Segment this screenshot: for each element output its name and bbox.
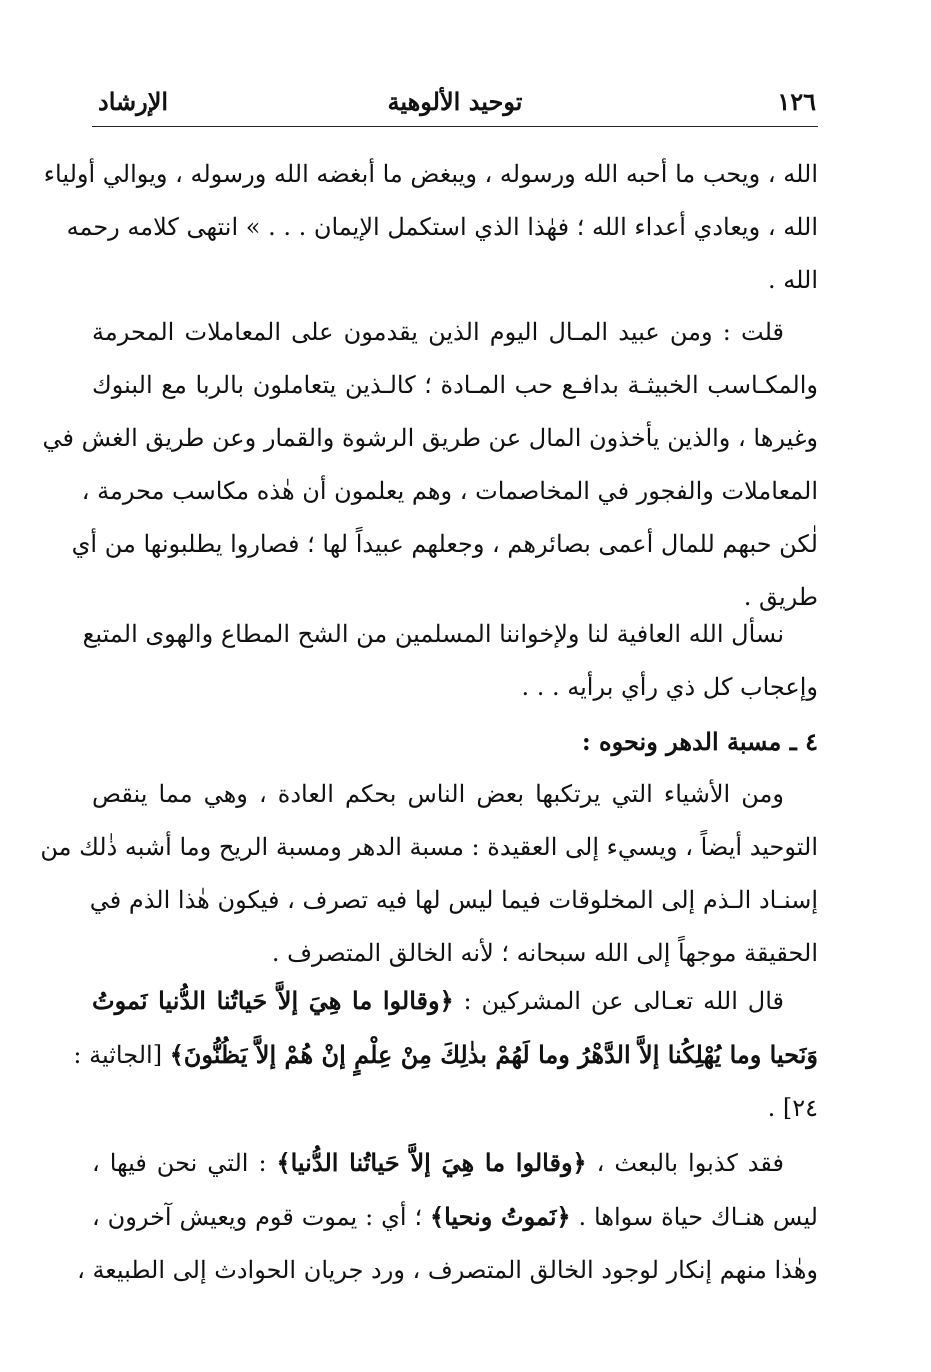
text-line: نسأل الله العافية لنا ولإخواننا المسلمين من الشح المطاع والهوى المتبع (82, 620, 784, 648)
quran-verse: ﴿وقالوا ما هِيَ إلاَّ حَياتُنا الدُّنيا نَموتُ (92, 986, 454, 1015)
text-line (73, 1028, 818, 1082)
text-line: إسنـاد الـذم إلى المخلوقات فيما ليس لها فيه تصرف ، فيكون هٰذا الذم في (89, 886, 818, 914)
book-title: الإرشاد (98, 87, 169, 116)
text-span: : التي نحن فيها ، (92, 1149, 267, 1177)
text-line: طريق . (743, 583, 818, 611)
section-heading: ٤ ـ مسبة الدهر ونحوه : (581, 727, 818, 756)
text-line: المعاملات والفجور في المخاصمات ، وهم يعلمون أن هٰذه مكاسب محرمة ، (81, 477, 818, 505)
quran-verse: ﴿نَموتُ ونحيا﴾ (430, 1202, 571, 1231)
quran-verse: وَنَحيا وما يُهْلِكُنا إلاَّ الدَّهْرُ وما لَهُمْ بذٰلِكَ مِنْ عِلْمٍ إنْ هُمْ إلاَّ يَظُنُّونَ﴾ (169, 1040, 818, 1069)
verse-reference: [الجاثية : (73, 1041, 163, 1069)
text-line: الله ، ويعادي أعداء الله ؛ فهٰذا الذي استكمل الإيمان . . . » انتهى كلامه رحمه (66, 213, 818, 241)
text-line (92, 974, 818, 1028)
text-line (92, 1190, 818, 1244)
text-span: قال الله تعـالى عن المشركين : (463, 987, 784, 1015)
page-header (92, 82, 818, 122)
paragraph-6 (77, 1136, 818, 1297)
paragraph-2 (42, 306, 818, 624)
text-line: ومن الأشياء التي يرتكبها بعض الناس بحكم العادة ، وهي مما ينقص (92, 780, 784, 808)
text-span: فقد كذبوا بالبعث ، (596, 1149, 785, 1177)
paragraph-1 (43, 148, 818, 307)
text-span: ؛ أي : يموت قوم ويعيش آخرون ، (92, 1203, 423, 1231)
text-line: الله ، ويحب ما أحبه الله ورسوله ، ويبغض ما أبغضه الله ورسوله ، ويوالي أولياء (43, 160, 818, 188)
paragraph-3 (82, 608, 818, 714)
text-line: وغيرها ، والذين يأخذون المال عن طريق الرشوة والقمار وعن طريق الغش في (42, 424, 818, 452)
running-title: توحيد الألوهية (387, 87, 523, 116)
text-line: لٰكن حبهم للمال أعمى بصائرهم ، وجعلهم عبيداً لها ؛ فصاروا يطلبونها من أي (71, 530, 818, 558)
header-rule (92, 126, 818, 127)
book-page (40, 82, 818, 1284)
paragraph-4 (40, 768, 818, 980)
text-line: قلت : ومن عبيد المـال اليوم الذين يقدمون على المعاملات المحرمة (92, 318, 784, 346)
text-line: والمكـاسب الخبيثـة بدافـع حب المـادة ؛ كالـذين يتعاملون بالربا مع البنوك (92, 371, 818, 399)
text-span: ليس هنـاك حياة سواها . (578, 1203, 818, 1231)
page-number: ١٢٦ (777, 87, 816, 116)
text-line (92, 1136, 818, 1190)
text-line: الله . (767, 266, 818, 294)
text-line: التوحيد أيضاً ، ويسيء إلى العقيدة : مسبة الدهر ومسبة الريح وما أشبه ذٰلك من (40, 833, 818, 861)
text-line: وهٰذا منهم إنكار لوجود الخالق المتصرف ، ورد جريان الحوادث إلى الطبيعة ، (77, 1256, 818, 1284)
quran-verse: ﴿وقالوا ما هِيَ إلاَّ حَياتُنا الدُّنيا﴾ (276, 1148, 587, 1177)
text-line: الحقيقة موجهاً إلى الله سبحانه ؛ لأنه الخالق المتصرف . (271, 939, 818, 967)
paragraph-5 (73, 974, 818, 1135)
text-line: وإعجاب كل ذي رأي برأيه . . . (521, 673, 818, 701)
text-line: ٢٤] . (767, 1094, 818, 1122)
